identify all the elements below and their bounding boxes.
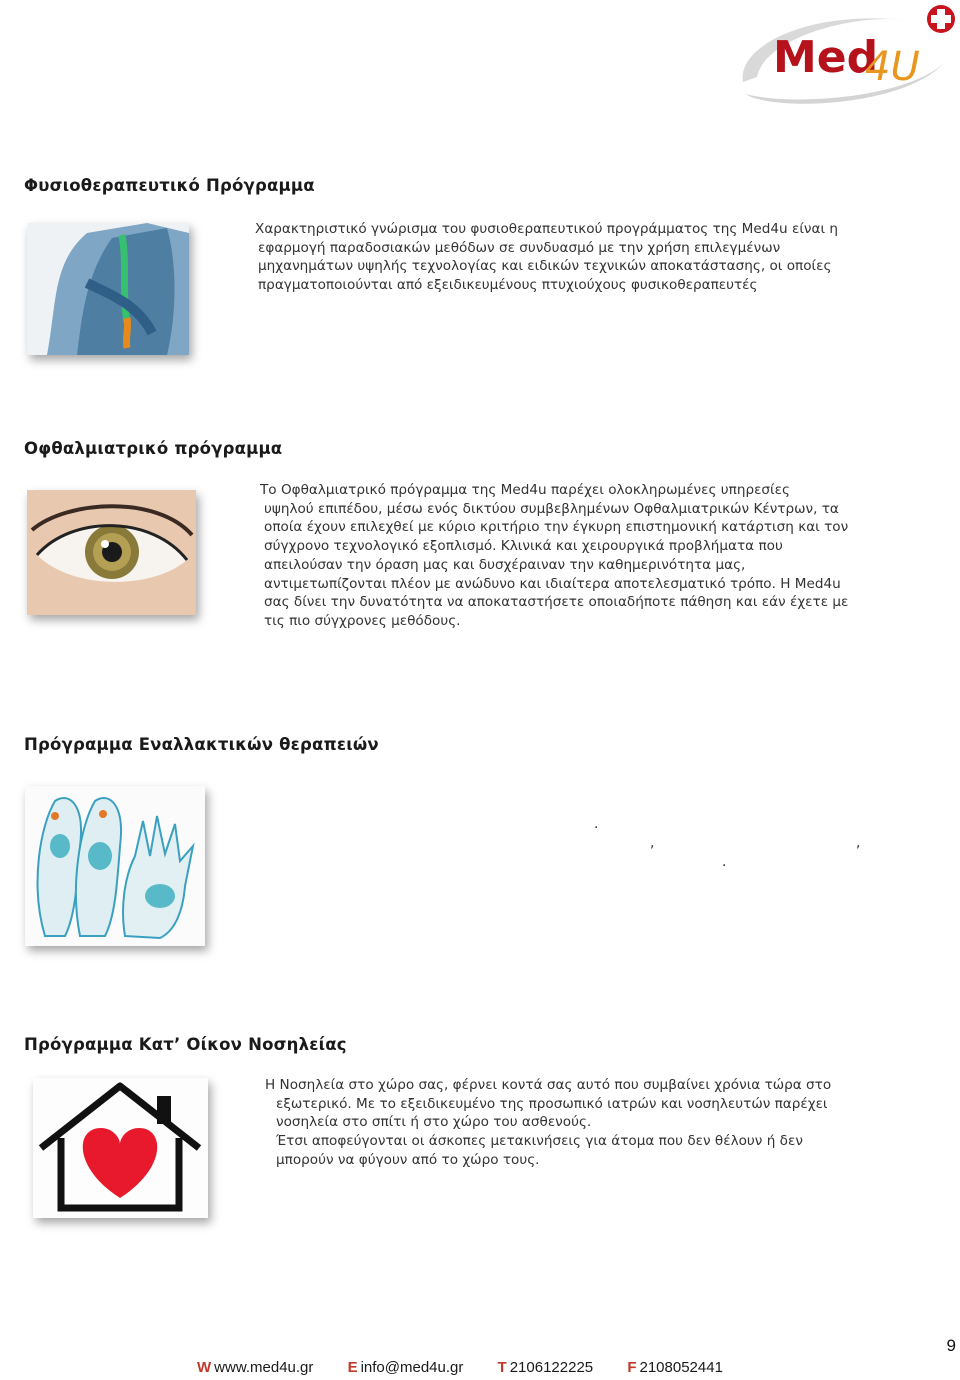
- section-text-ophthalmology: [260, 481, 900, 631]
- logo-text-accent: 4U: [865, 44, 920, 90]
- text-line: εφαρμογή παραδοσιακών μεθόδων σε συνδυασμό με την χρήση επιλεγμένων: [258, 239, 781, 256]
- footer-contact: [197, 1359, 723, 1376]
- text-line: Χαρακτηριστικό γνώρισμα του φυσιοθεραπευτικού προγράμματος της Med4u είναι η: [255, 221, 839, 237]
- punctuation-mark: .: [594, 816, 599, 832]
- footer-tel-key: T: [497, 1359, 507, 1376]
- text-line: μπορούν να φύγουν από το χώρο τους.: [276, 1151, 540, 1168]
- house-heart-image: [33, 1078, 208, 1218]
- text-line: αντιμετωπίζονται πλέον με ανώδυνο και ιδιαίτερα αποτελεσματικό τρόπο. Η Med4u: [264, 575, 841, 592]
- spine-back-image: [27, 223, 189, 355]
- page-number: 9: [946, 1336, 956, 1355]
- footer-email: [348, 1359, 464, 1376]
- text-line: Το Οφθαλμιατρικό πρόγραμμα της Med4u παρέχει ολοκληρωμένες υπηρεσίες: [260, 482, 790, 498]
- section-heading-physio: Φυσιοθεραπευτικό Πρόγραμμα: [24, 176, 315, 195]
- med4u-logo: [735, 2, 960, 112]
- punctuation-mark: .: [722, 854, 727, 870]
- text-line: Έτσι αποφεύγονται οι άσκοπες μετακινήσεις για άτομα που δεν θέλουν ή δεν: [276, 1133, 803, 1150]
- footer-fax-value: 2108052441: [639, 1359, 723, 1376]
- footer-web-link[interactable]: www.med4u.gr: [214, 1359, 314, 1376]
- footer-web: [197, 1359, 313, 1376]
- punctuation-mark: ,: [856, 835, 861, 851]
- text-line: σας δίνει την δυνατότητα να αποκαταστήσετε οποιαδήποτε πάθηση και εάν έχετε με: [264, 594, 849, 611]
- text-line: τις πιο σύγχρονες μεθόδους.: [264, 612, 461, 629]
- section-heading-alternative: Πρόγραμμα Εναλλακτικών θεραπειών: [24, 735, 379, 754]
- section-heading-home-care: Πρόγραμμα Κατ’ Οίκον Νοσηλείας: [24, 1035, 347, 1054]
- text-line: εξωτερικό. Με το εξειδικευμένο της προσωπικό ιατρών και νοσηλευτών παρέχει: [276, 1095, 828, 1112]
- footer-web-key: W: [197, 1359, 212, 1376]
- text-line: μηχανημάτων υψηλής τεχνολογίας και ειδικών τεχνικών αποκατάστασης, οι οποίες: [258, 258, 832, 275]
- section-text-home-care: [265, 1076, 905, 1170]
- text-line: σύγχρονο τεχνολογικό εξοπλισμό. Κλινικά και χειρουργικά προβλήματα που: [264, 538, 783, 555]
- medical-cross-icon: [927, 5, 955, 33]
- footer-email-link[interactable]: info@med4u.gr: [360, 1359, 464, 1376]
- text-line: πραγματοποιούνται από εξειδικευμένους πτυχιούχους φυσικοθεραπευτές: [258, 277, 758, 294]
- footer-tel-value: 2106122225: [509, 1359, 594, 1376]
- text-line: απειλούσαν την όραση μας και δυσχέραιναν την καθημερινότητα μας,: [264, 556, 746, 573]
- footer-fax: [627, 1359, 723, 1376]
- text-line: υψηλού επιπέδου, μέσω ενός δικτύου συμβεβλημένων Οφθαλμιατρικών Κέντρων, τα: [264, 500, 839, 517]
- eye-image: [27, 490, 196, 615]
- footer-email-key: E: [347, 1359, 358, 1376]
- section-text-physio: [255, 220, 895, 295]
- text-line: νοσηλεία στο σπίτι ή στο χώρο του ασθενούς.: [276, 1114, 592, 1131]
- footer-tel: [498, 1359, 594, 1376]
- section-heading-ophthalmology: Οφθαλμιατρικό πρόγραμμα: [24, 439, 283, 458]
- punctuation-mark: ,: [650, 835, 655, 851]
- text-line: Η Νοσηλεία στο χώρο σας, φέρνει κοντά σας αυτό που συμβαίνει χρόνια τώρα στο: [265, 1077, 832, 1093]
- footer-fax-key: F: [627, 1359, 637, 1376]
- reflexology-hands-feet-image: [25, 786, 205, 946]
- text-line: οποία έχουν επιλεχθεί με κύριο κριτήριο την έγκυρη επιστημονική κατάρτιση και τον: [264, 519, 849, 536]
- logo-text-main: Med: [773, 32, 879, 83]
